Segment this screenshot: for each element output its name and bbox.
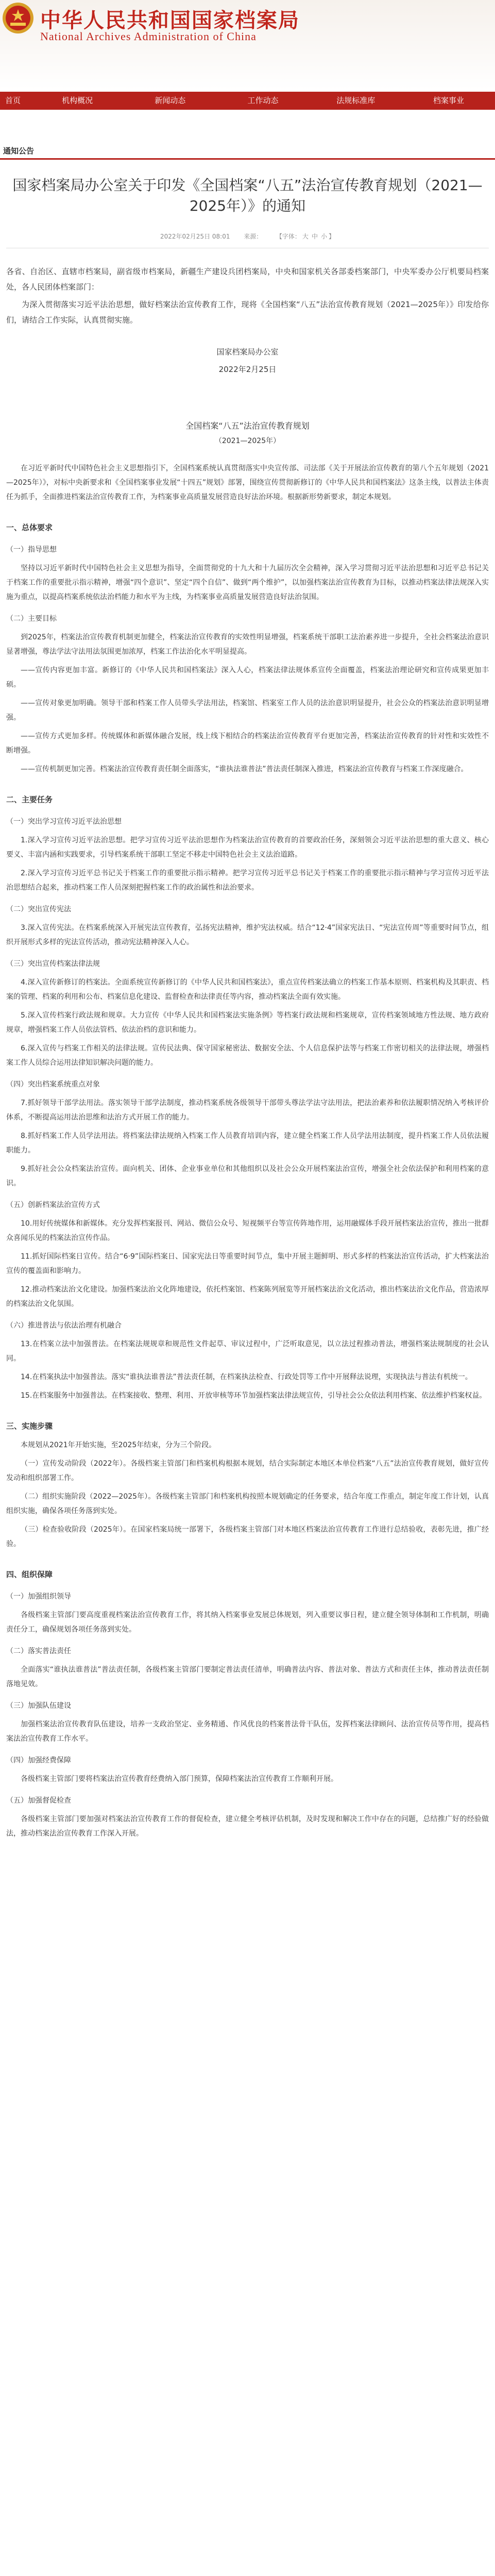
paragraph: ——宣传对象更加明确。领导干部和档案工作人员带头学法用法，档案馆、档案室工作人员的法治意识明显提升，社会公众的档案法治意识明显增强。 (6, 699, 489, 722)
paragraph: 5.深入宣传档案行政法规和规章。大力宣传《中华人民共和国档案法实施条例》等档案行政法规和档案规章，宣传档案领域地方性法规、地方政府规章，增强档案工作人员依法管档、依法治档的意识和能力。 (6, 1011, 489, 1034)
section-label: 通知公告 (3, 146, 35, 156)
paragraph: 加强档案法治宣传教育队伍建设，培养一支政治坚定、业务精通、作风优良的档案普法骨干队伍，发挥档案法律顾问、法治宣传员等作用，提高档案法治宣传教育工作水平。 (6, 1720, 489, 1743)
paragraph: （一）宣传发动阶段（2022年）。各级档案主管部门和档案机构根据本规划，结合实际制定本地区本单位档案“八五”法治宣传教育规划，做好宣传发动和组织部署工作。 (6, 1460, 489, 1482)
font-size-small[interactable]: 小 (320, 233, 327, 240)
site-header (0, 0, 495, 90)
paragraph: 11.抓好国际档案日宣传。结合“6·9”国际档案日、国家宪法日等重要时间节点，集中开展主题鲜明、形式多样的档案法治宣传活动，扩大档案法治宣传的覆盖面和影响力。 (6, 1252, 489, 1275)
paragraph: 6.深入宣传与档案工作相关的法律法规。宣传民法典、保守国家秘密法、数据安全法、个人信息保护法等与档案工作密切相关的法律法规，增强档案工作人员综合运用法律知识解决问题的能力。 (6, 1044, 489, 1067)
paragraph: ——宣传机制更加完善。档案法治宣传教育责任制全面落实，“谁执法谁普法”普法责任制深入推进，档案法治宣传教育与档案工作深度融合。 (21, 765, 468, 773)
section-heading: 二、主要任务 (6, 795, 53, 804)
font-size-large[interactable]: 大 (302, 233, 309, 240)
site-title: 中华人民共和国国家档案局 (40, 9, 300, 32)
attachment-title: 全国档案“八五”法治宣传教育规划 (185, 421, 310, 431)
notice-letter (6, 264, 489, 328)
section-divider (0, 158, 495, 160)
paragraph: 7.抓好领导干部学法用法。落实领导干部学法制度，推动档案系统各级领导干部带头尊法学法守法用法，把法治素养和依法履职情况纳入考核评价体系，不断提高运用法治思维和法治方式开展工作的能力。 (6, 1099, 489, 1122)
paragraph: 各级档案主管部门要加强对档案法治宣传教育工作的督促检查，建立健全考核评估机制，及时发现和解决工作中存在的问题，总结推广好的经验做法，推动档案法治宣传教育工作深入开展。 (6, 1815, 489, 1838)
nav-item-work[interactable]: 工作动态 (247, 96, 279, 105)
subsection-heading: （四）突出档案系统重点对象 (6, 1080, 100, 1089)
article-content (0, 175, 495, 1841)
attachment-body (6, 461, 489, 1841)
site-title-english: National Archives Administration of China (40, 30, 257, 43)
article-title: 国家档案局办公室关于印发《全国档案“八五”法治宣传教育规划（2021—2025年）》的通知 (12, 177, 483, 214)
addressee: 各省、自治区、直辖市档案局，副省级市档案局，新疆生产建设兵团档案局，中央和国家机关各部委档案部门，中央军委办公厅机要局档案处，各人民团体档案部门： (6, 267, 489, 292)
subsection-heading: （六）推进普法与依法治理有机融合 (6, 1321, 122, 1330)
nav-item-organization[interactable]: 机构概况 (62, 96, 93, 105)
paragraph: 各级档案主管部门要将档案法治宣传教育经费纳入部门预算，保障档案法治宣传教育工作顺利开展。 (21, 1775, 338, 1783)
signature: 国家档案局办公室 (216, 347, 279, 357)
subsection-heading: （四）加强经费保障 (6, 1756, 71, 1765)
paragraph: 13.在档案立法中加强普法。在档案法规规章和规范性文件起草、审议过程中，广泛听取意见，以立法过程推动普法，增强档案法规制度的社会认同。 (6, 1340, 489, 1363)
paragraph: 各级档案主管部门要高度重视档案法治宣传教育工作，将其纳入档案事业发展总体规划，列入重要议事日程，建立健全领导体制和工作机制，明确责任分工，确保规划各项任务落到实处。 (6, 1611, 489, 1634)
paragraph: 8.抓好档案工作人员学法用法。将档案法律法规纳入档案工作人员教育培训内容，建立健全档案工作人员学法用法制度，提升档案工作人员依法履职能力。 (6, 1132, 489, 1155)
attachment-period: （2021—2025年） (214, 437, 281, 445)
paragraph: 9.抓好社会公众档案法治宣传。面向机关、团体、企业事业单位和其他组织以及社会公众开展档案法治宣传，增强全社会依法保护和利用档案的意识。 (6, 1165, 489, 1188)
paragraph: 10.用好传统媒体和新媒体。充分发挥档案报刊、网站、微信公众号、短视频平台等宣传阵地作用，运用融媒体手段开展档案法治宣传，推出一批群众喜闻乐见的档案法治宣传作品。 (6, 1219, 489, 1242)
article-date: 2022年02月25日 08:01 (160, 233, 230, 240)
section-heading: 一、总体要求 (6, 523, 53, 532)
paragraph: ——宣传方式更加多样。传统媒体和新媒体融合发展，线上线下相结合的档案法治宣传教育平台更加完善，档案法治宣传教育的针对性和实效性不断增强。 (6, 732, 489, 755)
sign-date: 2022年2月25日 (218, 365, 277, 374)
subsection-heading: （三）加强队伍建设 (6, 1702, 71, 1710)
section-heading: 三、实施步骤 (6, 1421, 53, 1431)
subsection-heading: （一）指导思想 (6, 546, 57, 554)
signature-block (6, 343, 489, 378)
national-emblem-icon (0, 0, 36, 36)
article-meta (6, 232, 489, 241)
subsection-heading: （一）加强组织领导 (6, 1592, 71, 1601)
nav-item-regulations[interactable]: 法规标准库 (336, 96, 375, 105)
paragraph: 本规划从2021年开始实施，至2025年结束，分为三个阶段。 (21, 1441, 216, 1449)
paragraph: 15.在档案服务中加强普法。在档案接收、整理、利用、开放审核等环节加强档案法律法规宣传，引导社会公众依法利用档案、依法维护档案权益。 (21, 1392, 487, 1400)
subsection-heading: （二）主要目标 (6, 615, 57, 623)
nav-item-home[interactable]: 首页 (5, 96, 21, 105)
paragraph: 坚持以习近平新时代中国特色社会主义思想为指导，全面贯彻党的十九大和十九届历次全会精神，深入学习贯彻习近平法治思想和习近平总书记关于档案工作的重要批示指示精神，增强“四个意识”、坚定“四个自信”、做到“两个维护”，以加强档案法治宣传教育为目标，以推动档案法律法规深入实施为重点，以提高档案系统依法治档能力和水平为主线，为档案事业高质量发展营造良好法治氛围。 (6, 564, 489, 601)
subsection-heading: （二）突出宣传宪法 (6, 905, 71, 913)
font-size-label: 【字体： (276, 233, 301, 240)
paragraph: 3.深入宣传宪法。在档案系统深入开展宪法宣传教育，弘扬宪法精神，维护宪法权威。结合“12·4”国家宪法日、“宪法宣传周”等重要时间节点，组织开展形式多样的宪法宣传活动，推动宪法精神深入人心。 (6, 924, 489, 946)
subsection-heading: （五）加强督促检查 (6, 1797, 71, 1805)
paragraph: 全面落实“谁执法谁普法”普法责任制，各级档案主管部门要制定普法责任清单，明确普法内容、普法对象、普法方式和责任主体，推动普法责任制落地见效。 (6, 1666, 489, 1688)
paragraph: （二）组织实施阶段（2022—2025年）。各级档案主管部门和档案机构按照本规划确定的任务要求，结合年度工作重点，制定年度工作计划，认真组织实施，确保各项任务落到实处。 (6, 1493, 489, 1515)
paragraph: 2.深入学习宣传习近平总书记关于档案工作的重要批示指示精神。把学习宣传习近平总书记关于档案工作的重要批示指示精神与学习宣传习近平法治思想结合起来，推动档案工作人员深刻把握档案工作的政治属性和法治要求。 (6, 869, 489, 892)
paragraph: 在习近平新时代中国特色社会主义思想指引下，全国档案系统认真贯彻落实中央宣传部、司法部《关于开展法治宣传教育的第八个五年规划（2021—2025年）》，对标中央新要求和《全国档案事业发展“十四五”规划》部署，围绕宣传贯彻新修订的《中华人民共和国档案法》这条主线，以普法主体责任为抓手，全面推进档案法治宣传教育工作，为档案事业高质量发展营造良好法治环境。根据新形势新要求，制定本规划。 (6, 464, 489, 501)
paragraph: 1.深入学习宣传习近平法治思想。把学习宣传习近平法治思想作为档案法治宣传教育的首要政治任务，深刻领会习近平法治思想的重大意义、核心要义、丰富内涵和实践要求，引导档案系统干部职工坚定不移走中国特色社会主义法治道路。 (6, 836, 489, 859)
paragraph: 到2025年，档案法治宣传教育机制更加健全，档案法治宣传教育的实效性明显增强，档案系统干部职工法治素养进一步提升，全社会档案法治意识显著增强，尊法学法守法用法氛围更加浓厚，档案工作法治化水平明显提高。 (6, 633, 489, 656)
subsection-heading: （三）突出宣传档案法律法规 (6, 960, 100, 968)
section-heading: 四、组织保障 (6, 1570, 53, 1579)
paragraph: 12.推动档案法治文化建设。加强档案法治文化阵地建设，依托档案馆、档案陈列展览等开展档案法治文化活动，推出档案法治文化作品，营造浓厚的档案法治文化氛围。 (6, 1285, 489, 1308)
font-size-close: 】 (328, 233, 335, 240)
subsection-heading: （二）落实普法责任 (6, 1647, 71, 1655)
nav-item-news[interactable]: 新闻动态 (155, 96, 186, 105)
subsection-heading: （五）创新档案法治宣传方式 (6, 1201, 100, 1209)
article-source: 来源： (244, 233, 263, 240)
paragraph: （三）检查验收阶段（2025年）。在国家档案局统一部署下，各级档案主管部门对本地区档案法治宣传教育工作进行总结验收，表彰先进，推广经验。 (6, 1526, 489, 1548)
subsection-heading: （一）突出学习宣传习近平法治思想 (6, 818, 122, 826)
paragraph: ——宣传内容更加丰富。新修订的《中华人民共和国档案法》深入人心，档案法律法规体系宣传全面覆盖，档案法治理论研究和宣传成果更加丰硕。 (6, 666, 489, 689)
main-navigation (0, 92, 495, 110)
paragraph: 14.在档案执法中加强普法。落实“谁执法谁普法”普法责任制，在档案执法检查、行政处罚等工作中开展释法说理，实现执法与普法有机统一。 (21, 1373, 472, 1381)
paragraph: 4.深入宣传新修订的档案法。全面系统宣传新修订的《中华人民共和国档案法》，重点宣传档案法确立的档案工作基本原则、档案机构及其职责、档案的管理、档案的利用和公布、档案信息化建设、监督检查和法律责任等内容，推动档案法全面有效实施。 (6, 978, 489, 1001)
notice-intro: 为深入贯彻落实习近平法治思想，做好档案法治宣传教育工作，现将《全国档案“八五”法治宣传教育规划（2021—2025年）》印发给你们，请结合工作实际，认真贯彻实施。 (6, 300, 489, 325)
font-size-medium[interactable]: 中 (311, 233, 318, 240)
nav-item-archives[interactable]: 档案事业 (433, 96, 464, 105)
